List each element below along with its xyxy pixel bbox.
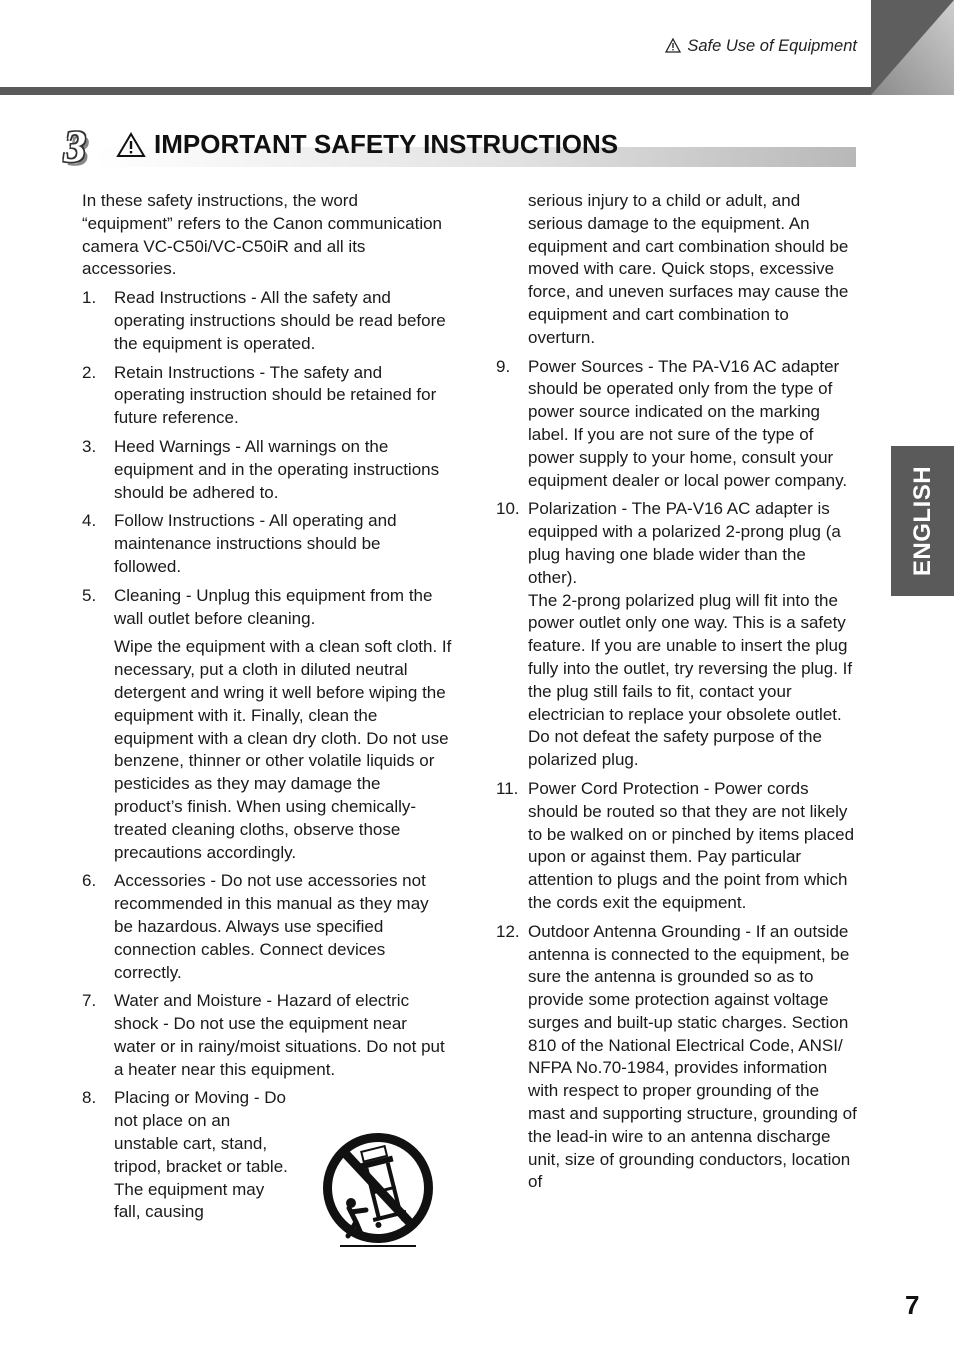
item-text: Water and Moisture - Hazard of electric shock - Do not use the equipment near water or in rainy/moist situations. Do not put a heater near this equipment. [114,991,445,1079]
warning-triangle-icon [665,38,681,53]
section-title: IMPORTANT SAFETY INSTRUCTIONS [154,129,619,159]
item-number: 5. [82,585,97,605]
item-text-continued: The 2-prong polarized plug will fit into the power outlet only one way. This is a safety feature. If you are unable to insert the plug fully into the outlet, try reversing the plug. If the plug still fails to fit, contact your electrician to replace your obsolete outlet. Do not defeat the safety purpose of the polarized plug. [528,590,853,770]
list-item [82,870,452,984]
item-text: Heed Warnings - All warnings on the equipment and in the operating instructions should be adhered to. [114,436,440,502]
right-column [496,190,858,1200]
list-item [82,362,452,430]
list-item [82,436,452,504]
header-bar [0,87,871,95]
list-item [496,498,858,772]
item-text: Placing or Moving - Do not place on an unstable cart, stand, tripod, bracket or table. The equipment may fall, causing [114,1088,288,1222]
item-number: 6. [82,871,97,891]
intro-paragraph: In these safety instructions, the word “equipment” refers to the Canon communication camera VC-C50i/VC-C50iR and all its accessories. [82,191,443,279]
language-tab-label: ENGLISH [908,465,936,577]
left-column [82,190,452,1230]
item-text: Accessories - Do not use accessories not recommended in this manual as they may be hazardous. Always use specified connection cables. Connect devices correctly. [114,871,429,982]
item-text-continued: Wipe the equipment with a clean soft cloth. If necessary, put a cloth in diluted neutral detergent and wring it well before wiping the equipment with it. Finally, clean the equipment with a clean dry cloth. Do not use benzene, thinner or other volatile liquids or pesticides as they may damage the product’s finish. When using chemically-treated cleaning cloths, observe those precautions accordingly. [114,637,452,862]
item-number: 2. [82,362,97,382]
page-number: 7 [905,1290,920,1320]
item-number: 3. [82,436,97,456]
header-corner-decoration [871,0,954,95]
section-heading [64,122,856,171]
item-text: Power Cord Protection - Power cords should be routed so that they are not likely to be walked on or pinched by items placed upon or against them. Pay particular attention to plugs and the point from which the cords exit the equipment. [528,778,855,912]
item-number: 12. [496,921,520,941]
item-text: Polarization - The PA-V16 AC adapter is equipped with a polarized 2-prong plug (a plug having one blade wider than the other). [528,499,841,587]
item-text: Cleaning - Unplug this equipment from the wall outlet before cleaning. [114,585,433,628]
item-number: 1. [82,288,97,308]
running-header-text: Safe Use of Equipment [687,37,857,55]
list-item [496,778,858,915]
no-cart-tipping-icon [318,1130,438,1250]
item-text: Read Instructions - All the safety and operating instructions should be read before the equipment is operated. [114,288,446,353]
running-header [665,37,857,56]
list-item [82,990,452,1081]
list-item [496,921,858,1195]
list-item [82,510,452,578]
list-item [82,585,452,865]
item-text: Follow Instructions - All operating and maintenance instructions should be followed. [114,511,397,576]
item-number: 4. [82,511,97,531]
item-text: Retain Instructions - The safety and operating instruction should be retained for future reference. [114,362,437,428]
item-number: 7. [82,991,97,1011]
section-number: 3 [64,122,86,171]
item-number: 10. [496,499,520,519]
list-item [496,356,858,493]
item-text: Outdoor Antenna Grounding - If an outside antenna is connected to the equipment, be sure the antenna is grounded so as to provide some protection against voltage surges and built-up static charges. Section 810 of the National Electrical Code, ANSI/ NFPA No.70-1984, provides information with respect to proper grounding of the mast and supporting structure, grounding of the lead-in wire to an antenna discharge unit, size of grounding conductors, location of [528,921,857,1192]
item-text-continued: serious injury to a child or adult, and serious damage to the equipment. An equipment and cart combination should be moved with care. Quick stops, excessive force, and uneven surfaces may cause the equipment and cart combination to overturn. [528,191,849,347]
item-number: 11. [496,778,519,798]
language-tab [891,446,954,596]
list-item [82,287,452,355]
item-number: 9. [496,356,511,376]
item-number: 8. [82,1088,97,1108]
warning-triangle-icon [116,132,146,158]
item-text: Power Sources - The PA-V16 AC adapter should be operated only from the type of power source indicated on the marking label. If you are not sure of the type of power supply to your home, consult your equipment dealer or local power company. [528,356,848,490]
